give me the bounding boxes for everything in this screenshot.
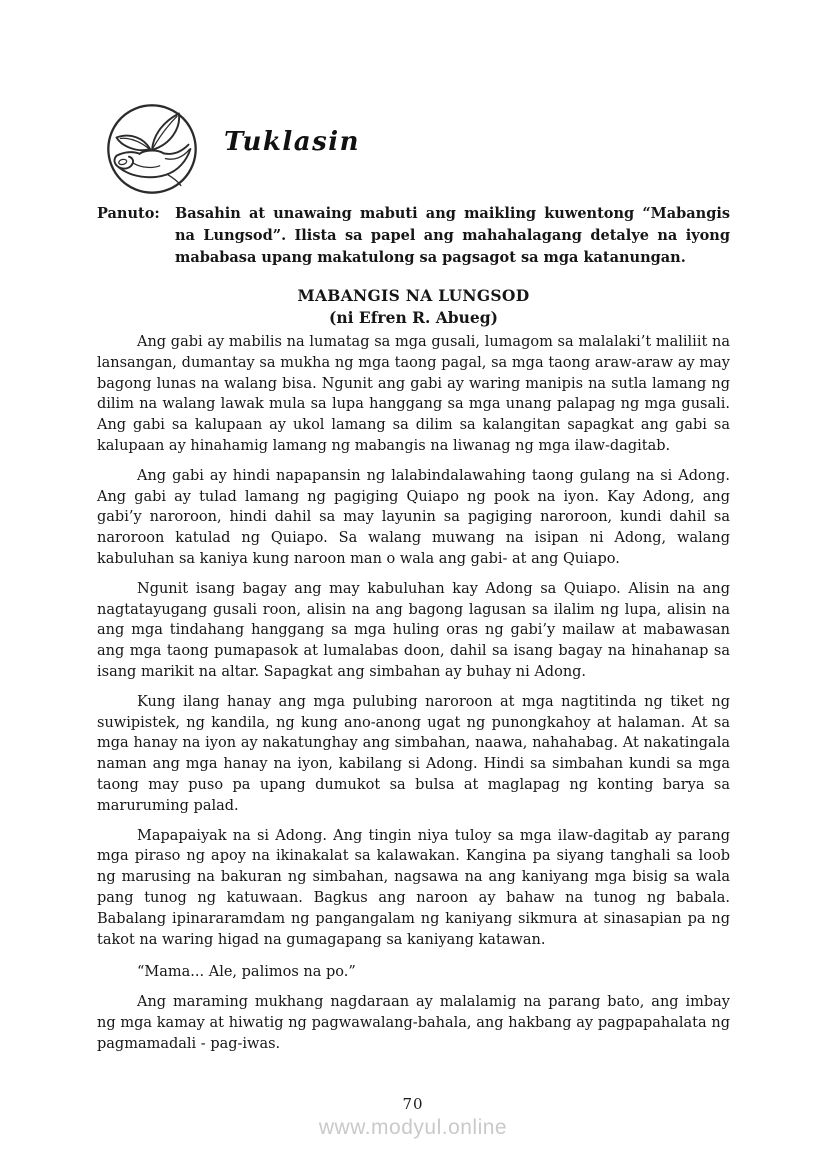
hand-sprout-icon [104,101,200,197]
story-paragraph-2: Ang gabi ay hindi napapansin ng lalabindalawahing taong gulang na si Adong. Ang gabi ay tulad lamang ng pagiging Quiapo ng pook na iyon. Kay Adong, ang gabi’y naroroon, hindi dahil sa may layunin sa pagiging naroroon, kundi dahil sa naroroon katulad ng Quiapo. Sa walang muwang na isipan ni Adong, walang kabuluhan sa kaniya kung naroon man o wala ang gabi- at ang Quiapo. [97,467,730,567]
story-paragraph-6: Ang maraming mukhang nagdaraan ay malalamig na parang bato, ang imbay ng mga kamay at hiwatig ng pagwawalang-bahala, ang hakbang ay pagpapahalata ng pagmamadali - pag-iwas. [97,994,730,1052]
page-number: 70 [402,1095,424,1113]
story-paragraph-3: Ngunit isang bagay ang may kabuluhan kay Adong sa Quiapo. Alisin na ang nagtatayugang gusali roon, alisin na ang bagong lagusan sa ilalim ng lupa, alisin na ang mga tindahang hanggang sa mga huling oras ng gabi’y mailaw at mabawasan ang mga taong pumapasok at lumalabas doon, dahil sa isang bagay na hinahanap sa isang marikit na altar. Sapagkat ang simbahan ay buhay ni Adong. [97,580,730,680]
story-byline: (ni Efren R. Abueg) [329,308,498,327]
watermark-text: www.modyul.online [318,1116,508,1139]
page-content [97,203,730,1055]
section-header [104,101,360,197]
story-paragraph-5: Mapapaiyak na si Adong. Ang tingin niya tuloy sa mga ilaw-dagitab ay parang mga piraso ng apoy na ikinakalat sa kalawakan. Kangina pa siyang tanghali sa loob ng marusing na bakuran ng simbahan, nagsawa na ang kaniyang mga bisig sa wala pang tunog ng katuwaan. Bagkus ang naroon ay bahaw na tunog ng babala. Babalang ipinararamdam ng pangangalam ng kaniyang sikmura at sinasapian pa ng takot na waring higad na gumagapang sa kaniyang katawan. [97,827,730,948]
story-title: MABANGIS NA LUNGSOD [297,286,530,305]
section-title: Tuklasin [224,127,361,157]
instructions-text: Basahin at unawaing mabuti ang maikling kuwentong “Mabangis na Lungsod”. Ilista sa papel ang mahahalagang detalye na iyong mababasa upang makatulong sa pagsagot sa mga katanungan. [175,205,730,266]
story-paragraph-1: Ang gabi ay mabilis na lumatag sa mga gusali, lumagom sa malalaki’t maliliit na lansangan, dumantay sa mukha ng mga taong pagal, sa mga taong araw-araw ay may bagong lunas na walang bisa. Ngunit ang gabi ay waring manipis na sutla lamang ng dilim na walang lawak mula sa lupa hanggang sa mga unang palapag ng mga gusali. Ang gabi sa kalupaan ay ukol lamang sa dilim sa kalangitan sapagkat ang gabi sa kalupaan ay hinahamig lamang ng mabangis na liwanag ng mga ilaw-dagitab. [97,334,730,454]
instructions-block [97,203,730,269]
story-paragraph-4: Kung ilang hanay ang mga pulubing naroroon at mga nagtitinda ng tiket ng suwipistek, ng kandila, ng kung ano-anong ugat ng punongkahoy at halaman. At sa mga hanay na iyon ay nakatunghay ang simbahan, naawa, nahahabag. At nakatingala naman ang mga hanay na iyon, kabilang si Adong. Hindi sa simbahan kundi sa mga taong may puso pa upang dumukot sa bulsa at maglapag ng konting barya sa maruruming palad. [97,693,730,814]
instructions-label: Panuto: [97,205,160,222]
story-dialogue-line: “Mama... Ale, palimos na po.” [137,964,356,981]
